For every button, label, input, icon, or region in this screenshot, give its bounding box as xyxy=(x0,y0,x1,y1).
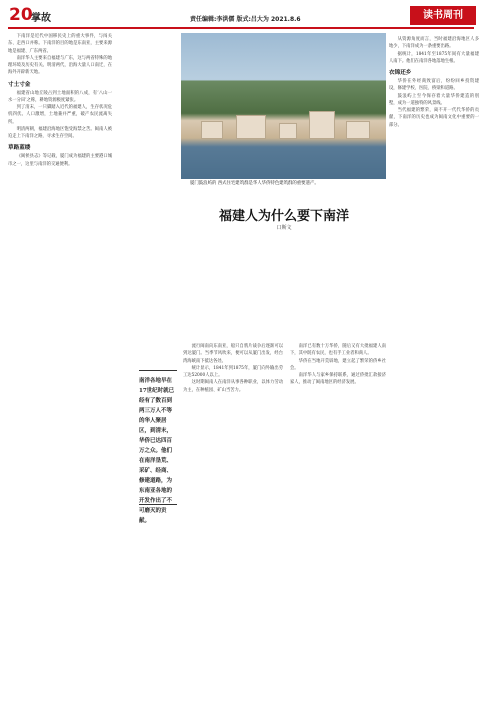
subheading: 衣锦还乡 xyxy=(389,70,412,76)
paragraph: 鼓浪屿上至今保存着大量华侨建造的别墅，成为一道独特的风景线。 xyxy=(389,93,479,106)
paragraph: 流行闽南向东南亚，船只自鸦片战争后逐渐可以到达厦门。当季节风吹来，便可以从厦门出发，经台湾海峡南下抵达各处。 xyxy=(183,344,283,364)
pull-quote: 南洋各地早在17世纪时就已经有了数百到两三万人不等的华人聚居区，到清末，华侨已达四百万之众。他们在南洋垦荒、采矿、经商、修建道路，为东南亚各地的开发作出了不可磨灭的贡献。 xyxy=(139,370,177,505)
header-divider xyxy=(8,27,474,29)
article-column-3 xyxy=(290,343,386,701)
paragraph: 明清两朝，福建沿海地区饱受海禁之苦。闽南人被迫走上下南洋之路，寻求生存空间。 xyxy=(8,126,112,139)
subheading: 草路蓝缕 xyxy=(8,145,31,152)
article-column-2 xyxy=(183,343,283,701)
paragraph: 这时期闽南人在南洋从事各种职业，以体力劳动为主，在种植园、矿山当苦力。 xyxy=(183,380,283,393)
building-shape xyxy=(236,115,266,139)
article-byline: 口斯文 xyxy=(276,225,292,231)
page-number: 20 xyxy=(9,5,33,25)
building-shape xyxy=(201,121,223,139)
gulangyu-photo xyxy=(181,33,386,179)
paragraph: 华侨在外经商致富后，纷纷回乡投资建设，修建学校、医院、桥梁和道路。 xyxy=(389,79,479,92)
paragraph: 到了清末，一只脚踏入近代的福建人，生存状况危机四伏。人口激增，土地兼并严重，破产农民流离失所。 xyxy=(8,105,112,125)
article-title: 福建人为什么要下南洋 xyxy=(218,209,349,224)
brand-logo: 读书周刊 xyxy=(410,6,476,25)
article-column-4 xyxy=(389,36,479,701)
editor-meta: 责任编辑:李洪儒 版式:吕大为 2021.8.6 xyxy=(190,16,301,23)
paragraph: 下南洋是近代中国移民史上的重大事件，与闯关东、走西口并称。下南洋的目的地是东南亚，主要来源地是福建、广东两省。 xyxy=(8,34,112,54)
paragraph: 南洋华人与家乡保持联系，通过侨批汇款接济家人，推动了闽南地区的经济发展。 xyxy=(290,373,386,386)
photo-caption: 厦门鼓浪屿的 西式住宅建筑群是华人华侨特色建筑群的重要遗产。 xyxy=(190,181,319,186)
paragraph: 据统计，1841年至1875年间有大量福建人南下。他们在南洋各地落地生根。 xyxy=(389,51,479,64)
section-title: 掌故 xyxy=(31,13,51,24)
building-shape xyxy=(309,111,335,139)
paragraph: 南洋已有数十万华侨，随后又有大批福建人南下，其中既有农民，也有手工业者和商人。 xyxy=(290,344,386,357)
paragraph: 华侨在当地开荒辟地，建立起了繁荣的侨乡社会。 xyxy=(290,358,386,371)
paragraph: 南洋华人主要来自福建与广东，这与两省特殊的地理环境及历史有关。明清两代，沿海大量人口南迁，在海外开辟新天地。 xyxy=(8,55,112,76)
paragraph: 从资源角度而言，当时福建沿海地区人多地少，下南洋成为一条重要出路。 xyxy=(389,37,479,50)
building-shape xyxy=(346,121,370,139)
article-column-1 xyxy=(8,33,112,701)
building-shape xyxy=(279,123,297,139)
paragraph: 《闽侯县志》等记载，厦门成为福建的主要港口城市之一，这里与南洋的交通便利。 xyxy=(8,154,112,167)
paragraph: 福建省山地丘陵占到土地面积的八成，有‘八山一水一分田’之称，耕地资源极度紧张。 xyxy=(8,90,112,103)
page-header xyxy=(0,0,485,30)
paragraph: 当代福建的繁荣，离不开一代代华侨的贡献，下南洋的历史也成为闽南文化中重要的一部分。 xyxy=(389,108,479,128)
paragraph: 统计显示，1841年到1875年，厦门向外输出劳工达52000人以上。 xyxy=(183,365,283,378)
subheading: 寸土寸金 xyxy=(8,81,31,88)
